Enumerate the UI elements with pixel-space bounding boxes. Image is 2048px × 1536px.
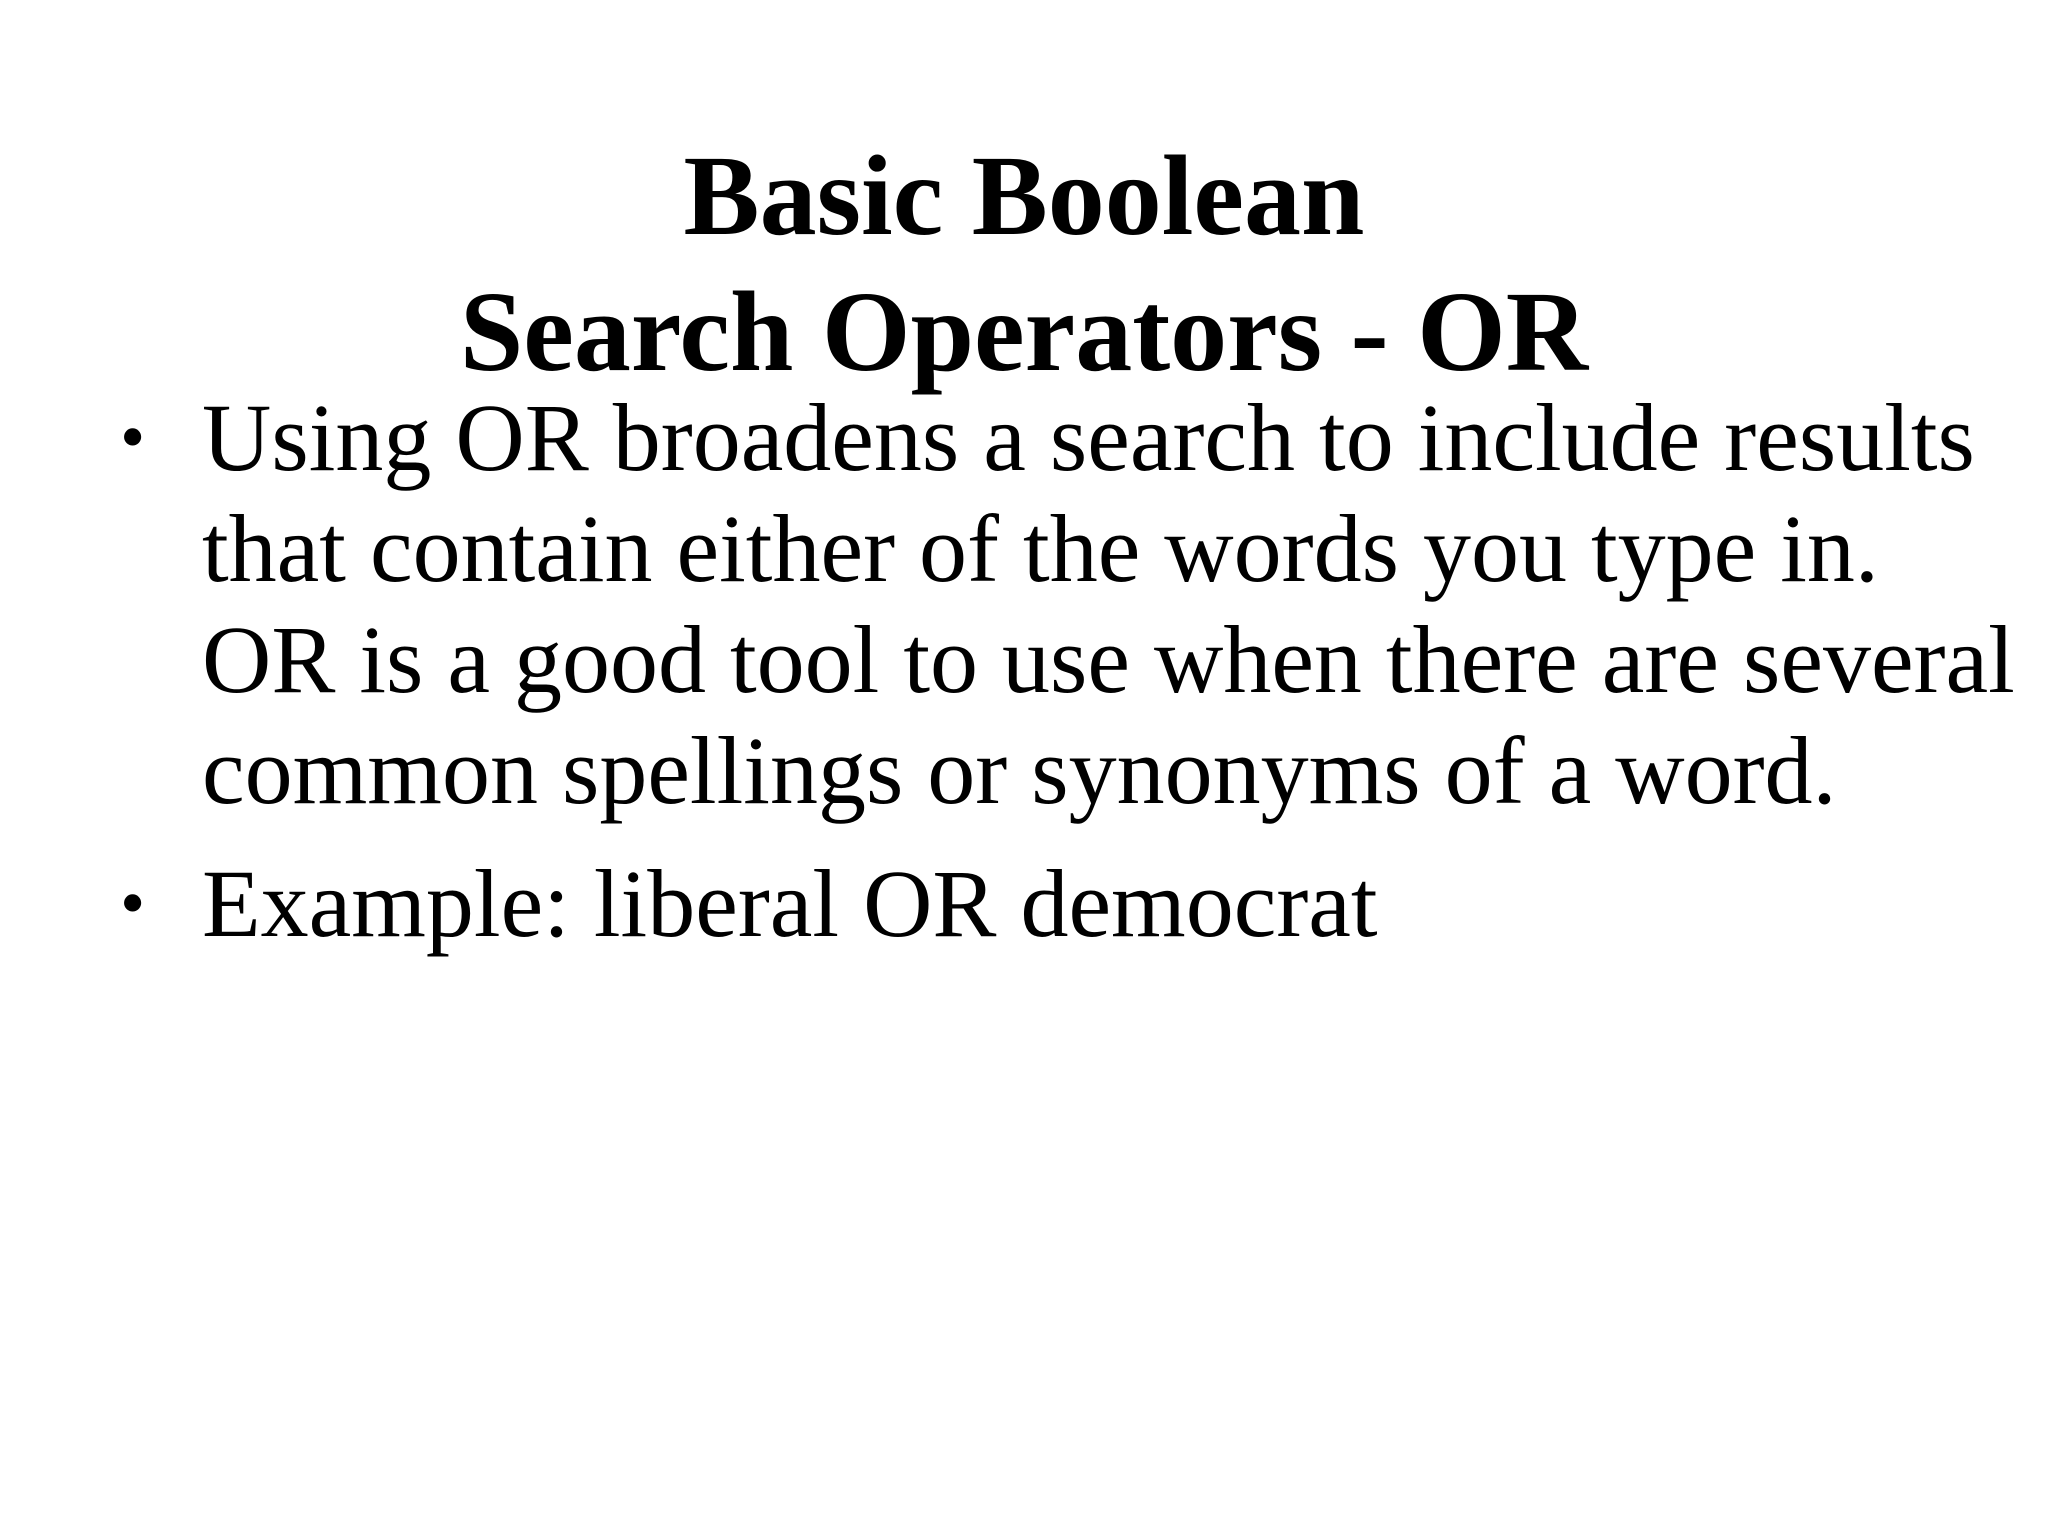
- bullet-dot-icon: •: [120, 397, 146, 477]
- slide-title-line-2: Search Operators - OR: [459, 268, 1589, 396]
- slide-title-line-1: Basic Boolean: [683, 132, 1365, 260]
- bullet-dot-icon: •: [120, 863, 146, 943]
- bullet-list: [120, 382, 2020, 959]
- bullet-item-1: [120, 382, 2020, 826]
- bullet-1-line-2: that contain either of the words you type in.: [202, 495, 1879, 602]
- bullet-2-line-1: Example: liberal OR democrat: [202, 850, 1378, 957]
- bullet-item-2: [120, 848, 2020, 959]
- slide-title: [0, 128, 2048, 400]
- bullet-1-line-4: common spellings or synonyms of a word.: [202, 717, 1837, 824]
- bullet-1-line-3: OR is a good tool to use when there are several: [202, 606, 2015, 713]
- bullet-1-line-1: Using OR broadens a search to include results: [202, 384, 1975, 491]
